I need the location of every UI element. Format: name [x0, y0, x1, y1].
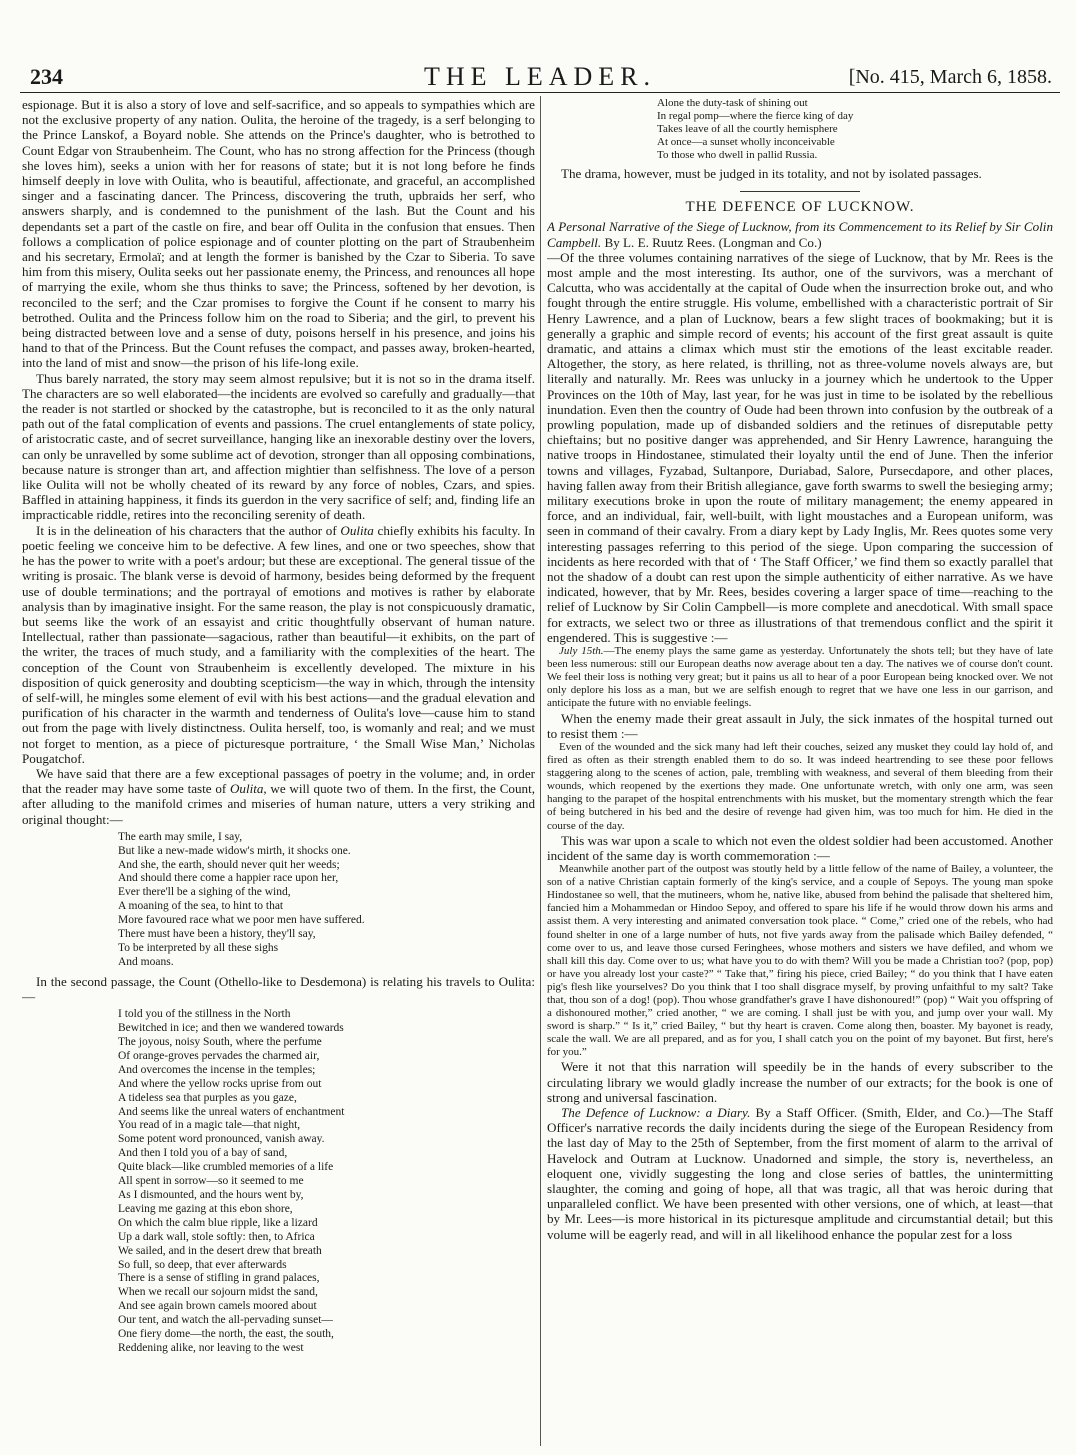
poem-excerpt-2	[118, 1008, 535, 1356]
page-header	[20, 60, 1060, 93]
poem-line: And moans.	[118, 955, 174, 968]
poem-line: To be interpreted by all these sighs	[118, 942, 279, 954]
book-citation: A Personal Narrative of the Siege of Lucknow, from its Commencement to its Relief by Sir Colin Campbell. By L. E. Ruutz Rees. (Longman and Co.)	[547, 219, 1053, 250]
poem-line: But like a new-made widow's mirth, it shocks one.	[118, 844, 351, 857]
poem-line: Alone the duty-task of shining out	[657, 97, 808, 109]
poem-line: Reddening alike, nor leaving to the west	[118, 1341, 304, 1354]
review-closing: The drama, however, must be judged in its totality, and not by isolated passages.	[561, 166, 982, 181]
poem-line: Quite black—like crumbled memories of a life	[118, 1161, 334, 1174]
article-paragraph-5: The Defence of Lucknow: a Diary. By a Staff Officer. (Smith, Elder, and Co.)—The Staff Officer's narrative records the daily incidents during the siege of the European Residency from the last day of May to the 25th of September, from the first moment of alarm to the arrival of Havelock and Outram at Lucknow. Unadorned and simple, the story is, nevertheless, an eloquent one, vividly suggesting the long and close series of battles, the unintermitting slaughter, the coming and going of hope, all that was tragic, all that was heroic during that unparalleled conflict. We have been presented with other versions, one of which, at least—that by Mr. Lees—is more historical in its picturesque amplitude and circumstantial detail; but this volume will be eagerly read, and will in all likelihood enhance the popular zest for a loss	[547, 1105, 1053, 1242]
poem-line: When we recall our sojourn midst the sand,	[118, 1286, 318, 1299]
article-paragraph-2: When the enemy made their great assault in July, the sick inmates of the hospital turned out to resist them :—	[547, 710, 1053, 741]
article-paragraph-4: Were it not that this narration will speedily be in the hands of every subscriber to the circulating library we would gladly increase the number of our extracts; for the book is one of strong and universal fascination.	[547, 1059, 1053, 1105]
poem-line: Our tent, and watch the all-pervading sunset—	[118, 1314, 333, 1327]
poem-line: More favoured race what we poor men have suffered.	[118, 914, 365, 927]
poem-line: Some potent word pronounced, vanish away.	[118, 1133, 325, 1146]
poem-line: Leaving me gazing at this ebon shore,	[118, 1202, 293, 1215]
poem-line: And should there come a happier race upon her,	[118, 872, 339, 885]
review-paragraph-1: espionage. But it is also a story of love and self-sacrifice, and so appeals to sympathies which are not the exclusive property of any nation. Oulita, the heroine of the tragedy, is a serf belonging to the Prince Lanskof, a Boyard noble. She attends on the Prince's daughter, who is betrothed to Count Edgar von Straubenheim. The Count, who has no strong affection for the Princess (though she loves him), seeks a union with her for reasons of state; but it is not long before he finds himself deeply in love with Oulita, who is beautiful, affectionate, and graceful, an accomplished singer and a fascinating dancer. The Princess, discovering the truth, upbraids her serf, who answers sharply, and is condemned to the punishment of the lash. But the Count and his dependants set a part of the castle on fire, and bear off Oulita in the confusion that ensues. Then follows a complication of police espionage and of counter plotting on the part of Straubenheim and his secretary, Ermolaï; and at length the former is banished by the Czar to Siberia. To save him from this misery, Oulita seeks out her passionate enemy, the Princess, and renounces all hope of marrying the exile, whom she thus thinks to save; the Princess, softened by her devotion, is reconciled to the serf; and the Czar promises to forgive the Count if he consent to marry his betrothed. Oulita and the Princess follow him on the road to Siberia; and the girl, to prevent his being distracted between love and a sense of duty, poisons herself in his presence, and joins his hand to that of the Princess. But the Count refuses the compact, and passes away, broken-hearted, into the land of mist and snow—the prison of his life-long exile.	[22, 97, 535, 371]
poem-line: Up a dark wall, stole softly: then, to Africa	[118, 1230, 315, 1243]
poem-line: In regal pomp—where the fierce king of day	[657, 110, 854, 122]
page-number: 234	[30, 64, 63, 89]
column-divider	[540, 96, 541, 1446]
poem-line: And overcomes the incense in the temples;	[118, 1063, 316, 1076]
poem-line: All spent in sorrow—so it seemed to me	[118, 1175, 304, 1188]
work-title: Oulita,	[229, 781, 267, 797]
quotation-3: Meanwhile another part of the outpost was stoutly held by a little fellow of the name of Bailey, a volunteer, the son of a native Christian captain formerly of the king's service, and a couple of Sepoys. The young man spoke Hindostanee so well, that the mutineers, whom he, native like, abused from behind the palisade that sheltered him, fancied him a Mohammedan or Hindoo Sepoy, and offered to spare his life if he would throw down his arms and assist them. A very interesting and animated conversation took place. “ Come,” cried one of the rebels, who had found shelter in one of a large number of huts, not five yards away from the palisade which Bailey defended, “ come over to us, and leave those cursed Feringhees, whose mothers and sisters we have defiled, and whom we shall kill this day. Come over to us; what have you to do with them? Will you be made a Christian too? (pop, pop) or have you already lost your caste?” “ Take that,” firing his piece, cried Bailey; “ do you think that I have eaten pig's flesh like yourselves? Do you think that I too shall disgrace myself, by proving unfaithful to my salt? Take that, thou son of a dog! (pop). Thou whose grandfather's grave I have dishonoured!” (pop) “ Wait you offspring of a dishonoured mother,” cried another, “ we are coming. I shall just be with you, and jump over your wall. My sword is sharp.” “ Is it,” cried Bailey, “ but thy heart is craven. Come along then, boaster. My bayonet is ready, scale the wall. We are all prepared, and as for you, I shall catch you on the point of my bayonet. But first, here's for you.”	[547, 863, 1053, 1059]
poem-line: You read of in a magic tale—that night,	[118, 1119, 301, 1132]
poem-line: There must have been a history, they'll say,	[118, 928, 316, 941]
poem-excerpt-continued	[657, 97, 1053, 162]
poem-line: To those who dwell in pallid Russia.	[657, 149, 818, 161]
poem-line: And then I told you of a bay of sand,	[118, 1147, 288, 1160]
poem-line: On which the calm blue ripple, like a lizard	[118, 1216, 318, 1229]
poem-excerpt-1	[118, 831, 535, 970]
poem-line: A moaning of the sea, to hint to that	[118, 900, 284, 913]
work-title: The Defence of Lucknow: a Diary.	[561, 1105, 751, 1121]
poem-line: We sailed, and in the desert drew that breath	[118, 1244, 322, 1257]
article-paragraph-1: —Of the three volumes containing narratives of the siege of Lucknow, that by Mr. Rees is the most ample and the most interesting. Its author, one of the survivors, was a merchant of Calcutta, who was accidentally at the capital of Oude when the insurrection broke out, and who fought through the entire struggle. His volume, embellished with a characteristic portrait of Sir Henry Lawrence, and a plan of Lucknow, bears a few slight traces of bookmaking; but it is generally a graphic and simple record of events; his account of the first great assault is quite dramatic, and attains a climax which must stir the emotions of the least excitable reader. Altogether, the story, as here related, is thrilling, not as three-volume novels always are, but literally and naturally. Mr. Rees was unlucky in a journey which he undertook to the Upper Provinces on the 10th of May, last year, for he was just in time to be isolated by the rebellious inundation. Even then the country of Oude had been thrown into confusion by the outbreak of a prowling population, made up of disbanded soldiers and the retinues of disreputable petty chieftains; but no positive danger was apprehended, and Sir Henry Lawrence, haranguing the native troops in Hindostanee, stimulated their loyalty until the end of June. Then the inferior towns and villages, Fyzabad, Sultanpore, Duriabad, Salore, Pursecdapore, and other places, having fallen away from their British allegiance, gave forth swarms to swell the besieging army; military executions broke in upon the route of military management; the enemy appeared in force, and an individual, fair, well-built, with light moustaches and a European uniform, was seen in command of their cavalry. From a diary kept by Lady Inglis, Mr. Rees quotes some very interesting passages referring to this period of the siege. Upon comparing the succession of incidents as here recorded with that of ‘ The Staff Officer,’ we find them so exactly parallel that not the shadow of a doubt can rest upon the simple authenticity of either narrative. As we have indicated, however, that by Mr. Rees, besides covering a larger space of time—reaching to the relief of Lucknow by Sir Colin Campbell—is more complete and anecdotical. With small space for extracts, we select two or three as illustrations of that tremendous conflict and the spirit it engendered. This is suggestive :—	[547, 249, 1053, 645]
poem-line: Ever there'll be a sighing of the wind,	[118, 886, 291, 899]
quotation-2: Even of the wounded and the sick many had left their couches, seized any musket they could lay hold of, and fired as often as their strength enabled them to do so. It was indeed heartrending to see these poor fellows staggering along to the scenes of action, pale, trembling with weakness, and several of them bleeding from their wounds, which reopened by the exertions they made. One unfortunate wretch, with only one arm, was seen hanging to the parapet of the hospital entrenchments with his musket, but the momentary strength which the fear of being butchered in his bed and the desire of revenge had given him, was too much for him. He died in the course of the day.	[547, 740, 1053, 832]
poem-line: Takes leave of all the courtly hemisphere	[657, 123, 838, 135]
poem-line: And she, the earth, should never quit her weeds;	[118, 858, 340, 871]
quotation-1: July 15th.—The enemy plays the same game as yesterday. Unfortunately the shots tell; but they have of late been less numerous: still our European deaths now average about ten a day. The natives we of course don't count. We feel their loss is nothing very great; but it pains us all to hear of a poor European being knocked over. We not only deplore his loss as a man, but we are selfish enough to regret that we have one less in our garrison, and anticipate the future with no enviable feelings.	[547, 645, 1053, 710]
work-title: Oulita	[340, 522, 374, 538]
masthead-title: THE LEADER.	[423, 62, 657, 91]
poem-line: So full, so deep, that ever afterwards	[118, 1258, 287, 1271]
article-paragraph-3: This was war upon a scale to which not even the oldest soldier had been accustomed. Another incident of the same day is worth commemoration :—	[547, 832, 1053, 863]
poem-line: There is a sense of stifling in grand palaces,	[118, 1272, 320, 1285]
left-column	[22, 97, 535, 1447]
poem-line: I told you of the stillness in the North	[118, 1008, 291, 1021]
poem-line: At once—a sunset wholly inconceivable	[657, 136, 835, 148]
review-paragraph-3: It is in the delineation of his characters that the author of Oulita chiefly exhibits his faculty. In poetic feeling we conceive him to be defective. A few lines, and one or two speeches, show that he has the power to write with a poet's ardour; but these are exceptional. The general tissue of the writing is prosaic. The blank verse is devoid of harmony, besides being deformed by the frequent use of double terminations; and the portrayal of emotions and motives is rather by elaborate analysis than by imaginative insight. For the same reason, the play is not conspicuously dramatic, but seems like the work of an essayist and critic thoughtfully observant of human nature. Intellectual, rather than passionate—sagacious, rather than beautiful—it exhibits, on the part of the writer, the traces of much study, and a familiarity with the complexities of the heart. The conception of the Count von Straubenheim is excellently developed. The mixture in his disposition of quick generosity and doubting scepticism—the way in which, through the intensity of self-will, he mingles some element of evil with his best actions—and the gradual elevation and purification of his character in the warmth and tenderness of Oulita's love—cause him to stand out from the page with lively distinctness. Oulita herself, too, is womanly and real; and we must not forget to mention, as a piece of picturesque portraiture, ‘ the Small Wise Man,’ Nicholas Pougatchof.	[22, 522, 535, 766]
poem-line: The joyous, noisy South, where the perfume	[118, 1036, 322, 1049]
section-title: THE DEFENCE OF LUCKNOW.	[685, 199, 915, 216]
poem-line: And where the yellow rocks uprise from out	[118, 1077, 322, 1090]
poem-line: The earth may smile, I say,	[118, 830, 243, 843]
poem-line: And seems like the unreal waters of enchantment	[118, 1105, 345, 1118]
issue-date: [No. 415, March 6, 1858.	[848, 66, 1052, 88]
poem-line: And see again brown camels moored about	[118, 1300, 317, 1313]
poem-line: Of orange-groves pervades the charmed air,	[118, 1049, 320, 1062]
review-paragraph-4: We have said that there are a few exceptional passages of poetry in the volume; and, in order that the reader may have some taste of Oulita, we will quote two of them. In the first, the Count, after alluding to the manifold crimes and miseries of human nature, utters a very striking and original thought:—	[22, 765, 535, 827]
review-paragraph-2: Thus barely narrated, the story may seem almost repulsive; but it is not so in the drama itself. The characters are so well elaborated—the incidents are evolved so carefully and gradually—that the reader is not startled or shocked by the catastrophe, but is reconciled to it as the only natural path out of the fatal complication of events and passions. The cruel entanglements of state policy, of aristocratic caste, and of secret surveillance, hanging like an inexorable destiny over the lovers, can only be unravelled by some sublime act of devotion, stronger than all opposing combinations, because nature is stronger than art, and affection mightier than selfishness. The love of a person like Oulita will not be wholly cheated of its reward by any force of nobles, Czars, and spies. Baffled in attaining happiness, it finds its guerdon in the very sacrifice of self; and, finding life an impracticable riddle, retires into the reconciling serenity of death.	[22, 370, 535, 523]
review-paragraph-5: In the second passage, the Count (Othello-like to Desdemona) is relating his travels to Oulita:—	[22, 973, 535, 1005]
poem-line: As I dismounted, and the hours went by,	[118, 1189, 304, 1201]
poem-line: Bewitched in ice; and then we wandered towards	[118, 1022, 344, 1035]
section-divider	[740, 191, 860, 192]
poem-line: One fiery dome—the north, the east, the south,	[118, 1328, 334, 1341]
poem-line: A tideless sea that purples as you gaze,	[118, 1091, 297, 1104]
right-column	[547, 97, 1053, 1447]
